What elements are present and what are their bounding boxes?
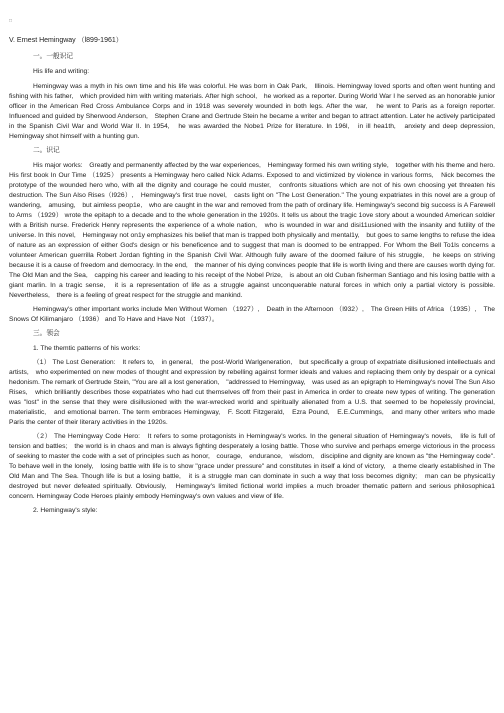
paragraph: 2. Hemingway's style: bbox=[33, 507, 98, 514]
section-heading: 三。领会 bbox=[33, 330, 60, 337]
paragraph: 1. The themtic patterns of his works: bbox=[33, 345, 141, 352]
paragraph: （1） The Lost Generation: It refers to, in general, the post-World Warlgeneration, but specifically a group of expatriate disillusioned intellectuals and artists, who experimented on new modes of thought and expression by rebelling against former ideals and values and replacing them only by despair or a cynical hedonism. The remark of Gertrude Stein, "You are all a lost generation, "addressed to Hemingway, was used as an epigraph to Hemingway's novel The Sun Also Rises, which brilliantly describes those expatriates who had cut themselves off from their past in America in order to create new types of writing. The generation was "lost" in the sense that they were disillusioned with the war-wrecked world and spiritually alienated from a U.S. that seemed to be hopelessly provincial, materialistic, and emotional barren. The term embraces Hemingway, F. Scott Fitzgerald, Ezra Pound, E.E.Cummings, and many other writers who made Paris the center of their literary activities in the 1920s. bbox=[9, 359, 502, 426]
paragraph: His major works: Greatly and permanently affected by the war experiences, Hemingway formed his own writing style, together with his theme and hero. His first book In Our Time （1925） presents a Hemingway hero called Nick Adams. Exposed to and victimized by violence in various forms, Nick becomes the prototype of the wounded hero who, with all the dignity and courage he could muster, confronts situations which are not of his own choosing yet threaten his destruction. The Sun Also Rises（l926）, Hemingway's first true novel, casts light on "The Lost Generation." The young expatriates in this novel are a group of wandering, amusing, but aimless peop1e, who are caught in the war and removed from the path of ordinary life. Hemingway's second big success is A Farewell to Arms （1929） wrote the epitaph to a decade and to the whole generation in the 1920s. It tells us about the tragic 1ove story about a wounded American soldier with a British nurse. Frederick Henry represents the experience of a whole nation, who is wounded in war and disi11usioned with the insanity and futility of the universe. In this novel, Hemingway not on1y emphasizes his belief that man is trapped both physically and mental1y, but goes to same lengths to refuse the idea of nature as an expression of either God's design or his beneficence and to suggest that man is doomed to be entrapped. For Whom the Bell To1ls concerns a volunteer American guerrilla Robert Jordan fighting in the Spanish Civil War. Although fully aware of the doomed failure of his struggle, he keeps on striving because it is a cause of freedom and democracy. In the end, the manner of his dying convinces people that life is worth living and there are causes worth dying for. The Old Man and the Sea, capping his career and leading to his receipt of the Nobel Prize, is about an old Cuban fisherman Santiago and his losing battle with a giant marlin. In a tragic sense, it is a representation of life as a struggle against unconquerable natural forces in which only a partial victory is possible. Nevertheless, there is a feeling of great respect for the struggle and mankind. bbox=[9, 162, 495, 299]
paragraph: Hemingway was a myth in his own time and his life was colorful. He was born in Oak Park, Illinois. Hemingway loved sports and often went hunting and fishing with his father, which provided him with writing materials. After high school, he worked as a reporter. During World War I he served as an honorable junior officer in the American Red Cross Ambulance Corps and in 1918 was severely wounded in both legs. After the war, he went to Paris as a foreign reporter. Influenced and guided by Sherwood Anderson, Stephen Crane and Gertrude Stein he became a writer and began to attract attention. Later he actively participated in the Spanish Civil War and World War II. In 1954, he was awarded the Nobe1 Prize for literature. In 196l, in ill hea1th, anxiety and deep depression, Hemingway shot himself with a hunting gun. bbox=[9, 83, 502, 140]
subheading: His life and writing: bbox=[33, 68, 90, 75]
section-heading: 二。识记 bbox=[33, 147, 60, 154]
paragraph: Hemingway's other important works include Men Without Women （1927）, Death in the Afternoon （l932）, The Green Hills of Africa （1935）, The Snows Of Kilimanjaro （1936） and To Have and Have Not （1937）。 bbox=[9, 306, 495, 323]
section-heading: 一。一般识记 bbox=[33, 53, 74, 60]
paragraph: （2） The Hemingway Code Hero: It refers to some protagonists in Hemingway's works. In the general situation of Hemingway's novels, life is full of tension and battles; the world is in chaos and man is always fighting desperately a losing battle. Those who survive and perhaps emerge victorious in the process of seeking to master the code with a set of principles such as honor, courage, endurance, wisdom, discipline and dignity are known as "the Hemingway code". To behave well in the lonely, losing battle with life is to show "grace under pressure" and constitutes in itself a kind of victory, a theme clearly established in The Old Man and The Sea. Though life is but a losing battle, it is a struggle man can dominate in such a way that loss becomes dignity; man can be physical1y destroyed but never defeated spiritually. Obviously, Hemingway's limited fictional world implies a much broader thematic pattern and serious philosophica1 concern. Hemingway Code Heroes plainly embody Hemingway's own values and view of life. bbox=[9, 433, 495, 500]
document-title: V. Ernest Hemingway （l899-1961） bbox=[9, 37, 123, 44]
document-body bbox=[9, 36, 502, 520]
corner-mark: □ bbox=[9, 18, 13, 24]
